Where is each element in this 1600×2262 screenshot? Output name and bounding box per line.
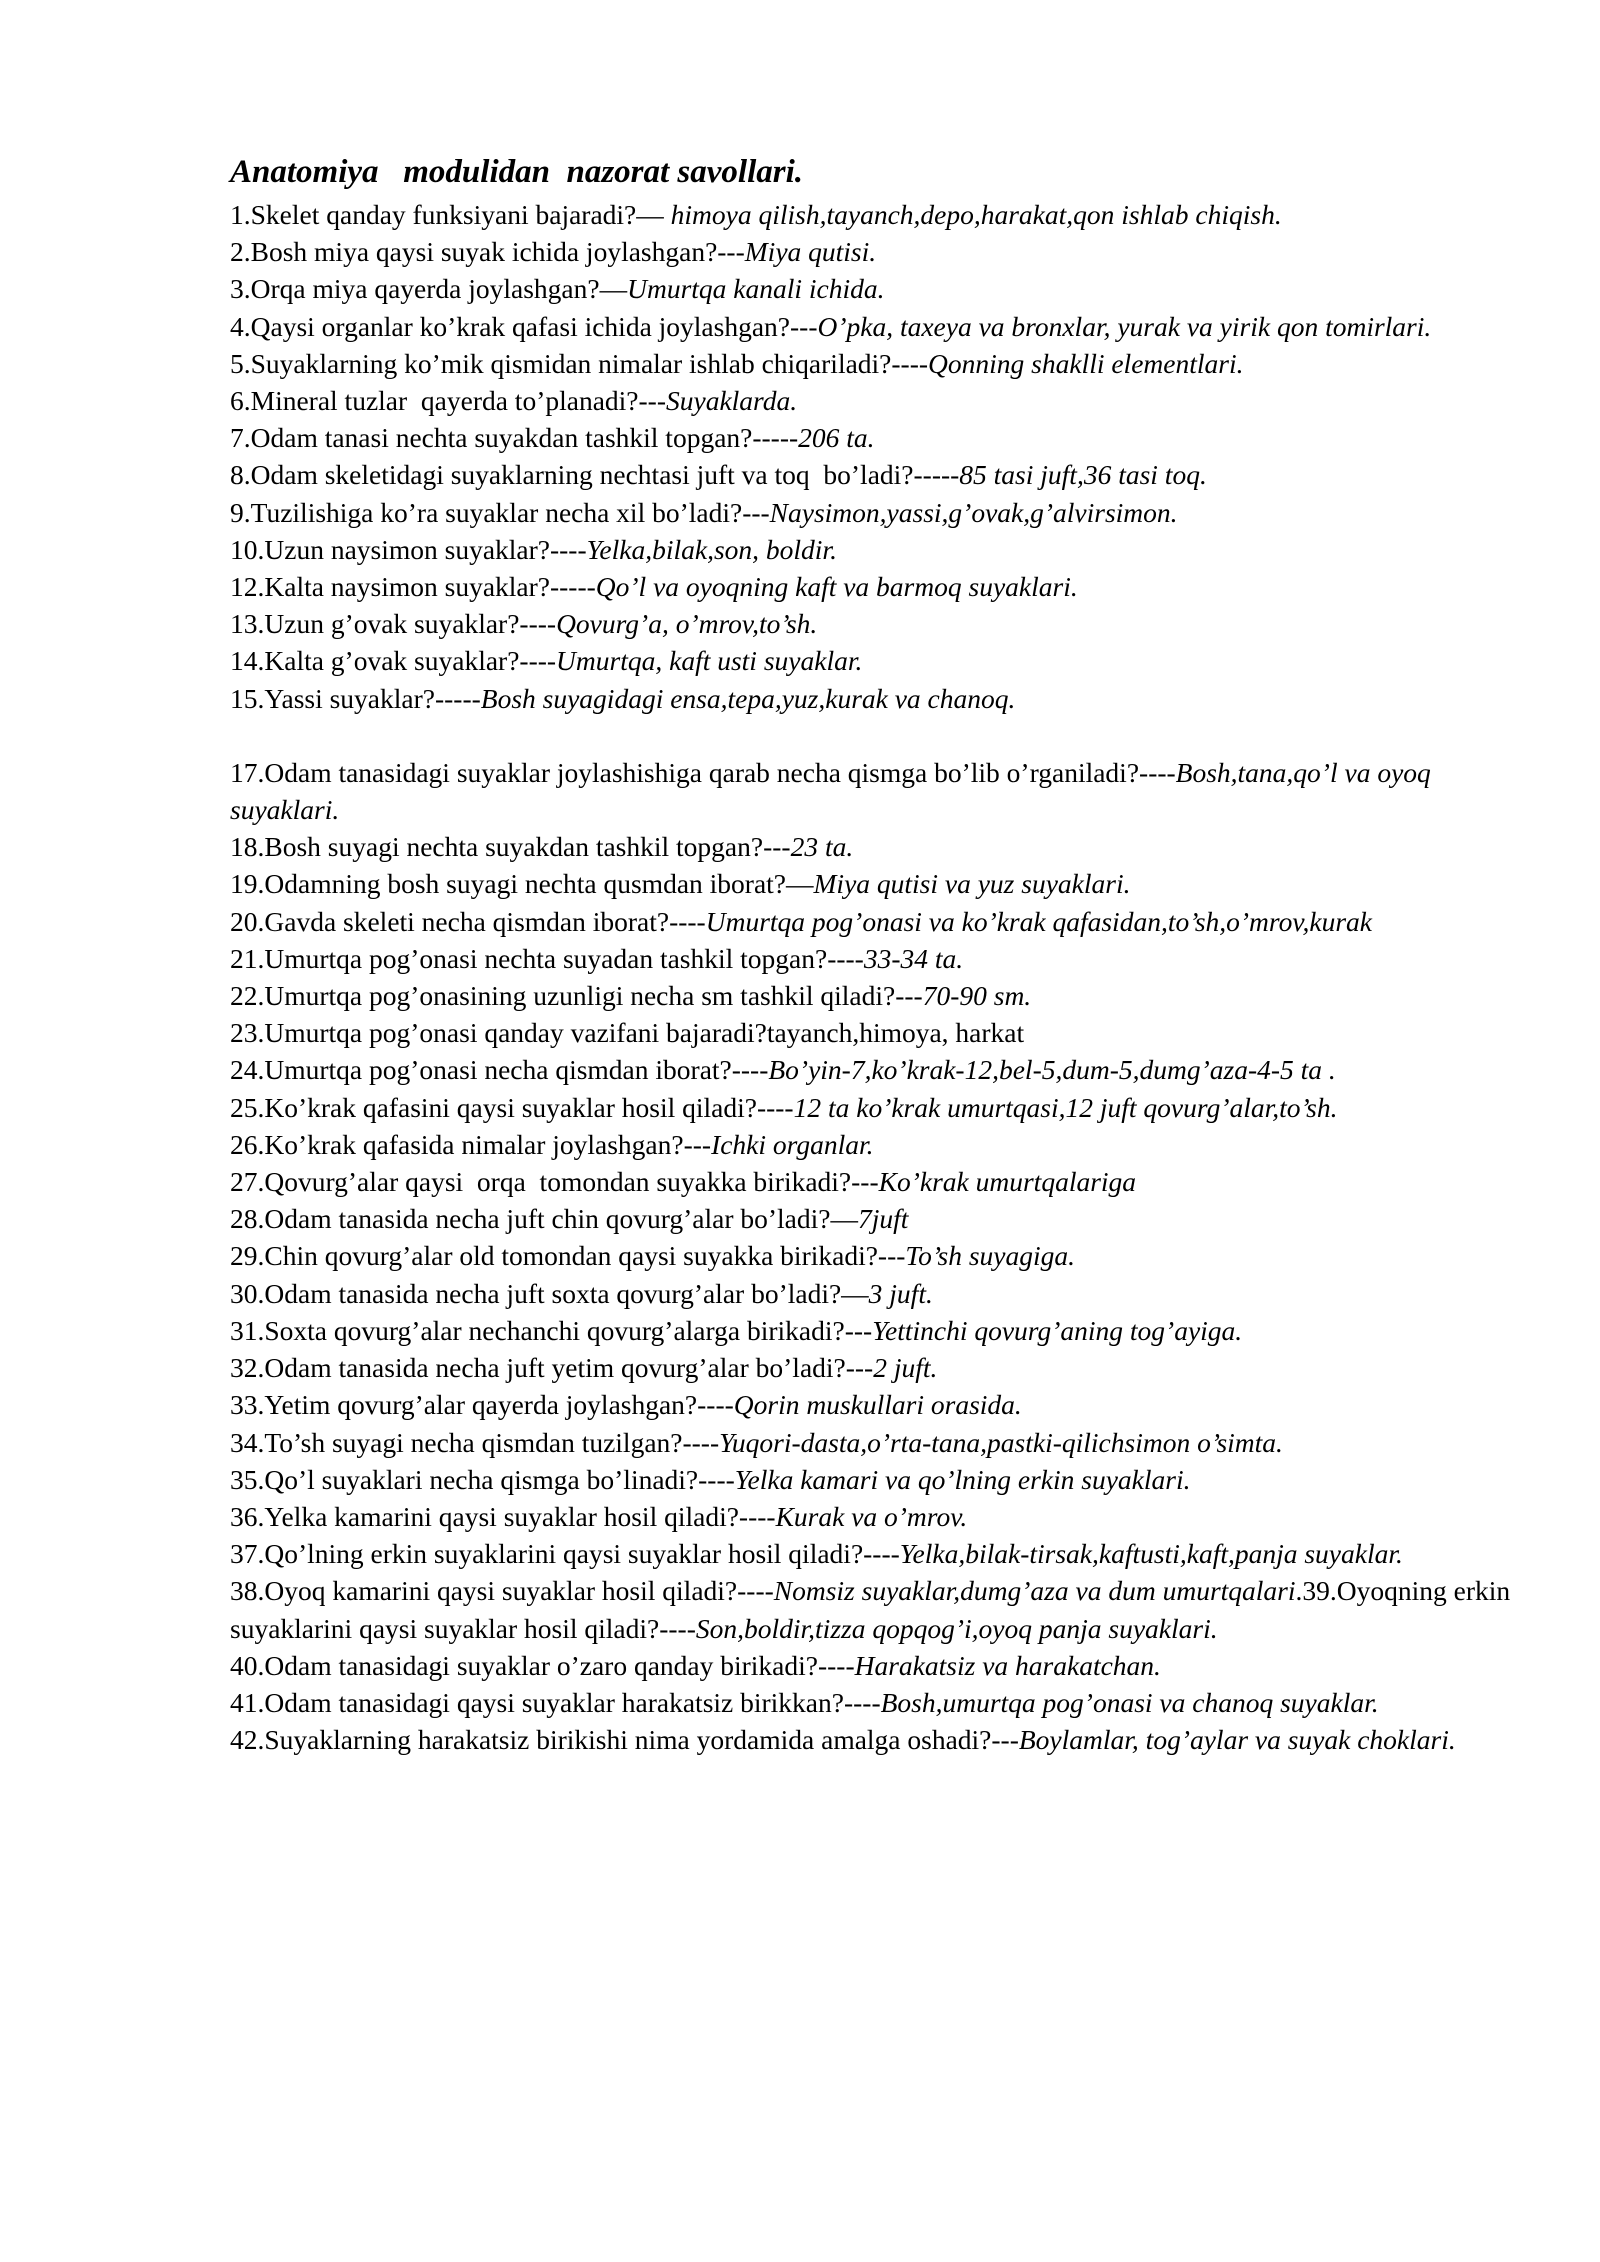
answer-text: Umurtqa kanali ichida.	[627, 273, 885, 305]
question-text: 5.Suyaklarning ko’mik qismidan nimalar ishlab chiqariladi?----	[230, 347, 929, 379]
answer-text: Qovurg’a, o’mrov,to’sh.	[556, 608, 818, 640]
question-text: 20.Gavda skeleti necha qismdan iborat?----	[230, 905, 706, 937]
question-text: 29.Chin qovurg’alar old tomondan qaysi suyakka birikadi?---	[230, 1240, 906, 1272]
answer-text: Qonning shaklli elementlari.	[928, 347, 1244, 379]
blank-line	[230, 717, 1530, 754]
answer-text: Yelka,bilak,son, boldir.	[586, 533, 837, 565]
question-item	[230, 828, 1530, 865]
question-text: 9.Tuzilishiga ko’ra suyaklar necha xil bo’ladi?---	[230, 496, 770, 528]
answer-text: Yettinchi qovurg’aning tog’ayiga.	[872, 1314, 1243, 1346]
question-text: 23.Umurtqa pog’onasi qanday vazifani bajaradi?tayanch,himoya, harkat	[230, 1017, 1025, 1049]
answer-text: himoya qilish,tayanch,depo,harakat,qon ishlab chiqish.	[670, 199, 1282, 230]
answer-text: Miya qutisi.	[744, 236, 877, 268]
answer-text: Boylamlar, tog’aylar va suyak choklari.	[1018, 1724, 1456, 1756]
question-item	[230, 196, 1530, 233]
question-item	[230, 308, 1530, 345]
answer-text: Umurtqa, kaft usti suyaklar.	[556, 645, 863, 677]
question-text: 34.To’sh suyagi necha qismdan tuzilgan?----	[230, 1426, 720, 1458]
question-item	[230, 1312, 1530, 1349]
answer-text: 23 ta.	[790, 831, 854, 863]
answer-text: 12 ta ko’krak umurtqasi,12 juft qovurg’alar,to’sh.	[793, 1091, 1338, 1123]
answer-text: O’pka, taxeya va bronxlar, yurak va yirik qon tomirlari.	[817, 310, 1432, 342]
question-text: 27.Qovurg’alar qaysi orqa tomondan suyakka birikadi?---	[230, 1166, 879, 1198]
answer-text: Yuqori-dasta,o’rta-tana,pastki-qilichsimon o’simta.	[719, 1426, 1283, 1458]
question-text: 32.Odam tanasida necha juft yetim qovurg’alar bo’ladi?---	[230, 1352, 874, 1384]
answer-text: 2 juft.	[873, 1352, 938, 1384]
answer-text: Nomsiz suyaklar,dumg’aza va dum umurtqalari	[773, 1575, 1296, 1607]
answer-text: Bosh,umurtqa pog’onasi va chanoq suyaklar.	[880, 1686, 1379, 1718]
question-item	[230, 977, 1530, 1014]
question-text: 26.Ko’krak qafasida nimalar joylashgan?---	[230, 1128, 712, 1160]
question-text: 36.Yelka kamarini qaysi suyaklar hosil qiladi?----	[230, 1500, 776, 1532]
question-item	[230, 1014, 1530, 1051]
question-text: 17.Odam tanasidagi suyaklar joylashishiga qarab necha qismga bo’lib o’rganiladi?----	[230, 756, 1176, 788]
answer-text: Umurtqa pog’onasi va ko’krak qafasidan,to’sh,o’mrov,kurak	[705, 905, 1373, 937]
answer-text: Yelka kamari va qo’lning erkin suyaklari.	[734, 1463, 1191, 1495]
question-text: 7.Odam tanasi nechta suyakdan tashkil topgan?-----	[230, 422, 799, 454]
answer-text: Kurak va o’mrov.	[775, 1500, 968, 1532]
question-text: 38.Oyoq kamarini qaysi suyaklar hosil qiladi?----	[230, 1575, 774, 1607]
answer-text: Bosh,tana,qo’l va oyoq suyaklari.	[230, 756, 1438, 826]
answer-text: Qorin muskullari orasida.	[733, 1389, 1022, 1421]
question-text: 37.Qo’lning erkin suyaklarini qaysi suyaklar hosil qiladi?----	[230, 1538, 900, 1570]
question-item	[230, 642, 1530, 679]
question-text: 12.Kalta naysimon suyaklar?-----	[230, 571, 596, 603]
question-text: 21.Umurtqa pog’onasi nechta suyadan tashkil topgan?----	[230, 942, 864, 974]
answer-text: 206 ta.	[798, 422, 875, 454]
answer-text: Ichki organlar.	[711, 1128, 874, 1160]
question-text: 28.Odam tanasida necha juft chin qovurg’alar bo’ladi?—	[230, 1203, 858, 1235]
question-text: 19.Odamning bosh suyagi nechta qusmdan iborat?—	[230, 868, 814, 900]
question-item	[230, 605, 1530, 642]
question-text: 31.Soxta qovurg’alar nechanchi qovurg’alarga birikadi?---	[230, 1314, 873, 1346]
question-text: 41.Odam tanasidagi qaysi suyaklar harakatsiz birikkan?----	[230, 1686, 881, 1718]
question-item	[230, 865, 1530, 902]
question-text: 3.Orqa miya qayerda joylashgan?—	[230, 273, 628, 305]
question-text: 13.Uzun g’ovak suyaklar?----	[230, 608, 557, 640]
question-item	[230, 345, 1530, 382]
question-item	[230, 1647, 1530, 1684]
answer-text: 85 tasi juft,36 tasi toq.	[959, 459, 1207, 491]
question-item	[230, 1424, 1530, 1461]
question-item	[230, 1349, 1530, 1386]
answer-text: Bosh suyagidagi ensa,tepa,yuz,kurak va chanoq.	[480, 682, 1016, 714]
question-text: 6.Mineral tuzlar qayerda to’planadi?---	[230, 385, 666, 417]
question-item	[230, 270, 1530, 307]
question-item	[230, 1051, 1530, 1088]
question-item	[230, 1126, 1530, 1163]
question-item	[230, 382, 1530, 419]
question-item	[230, 1721, 1530, 1758]
question-text: 1.Skelet qanday funksiyani bajaradi?—	[230, 199, 671, 230]
answer-text: Naysimon,yassi,g’ovak,g’alvirsimon.	[769, 496, 1178, 528]
question-text: 18.Bosh suyagi nechta suyakdan tashkil topgan?---	[230, 831, 791, 863]
question-text: 42.Suyaklarning harakatsiz birikishi nima yordamida amalga oshadi?---	[230, 1724, 1019, 1756]
question-text: 25.Ko’krak qafasini qaysi suyaklar hosil qiladi?----	[230, 1091, 794, 1123]
question-item	[230, 233, 1530, 270]
question-item	[230, 680, 1530, 717]
question-item	[230, 1163, 1530, 1200]
answer-text: To’sh suyagiga.	[905, 1240, 1076, 1272]
question-item	[230, 1089, 1530, 1126]
question-item	[230, 940, 1530, 977]
question-item	[230, 1275, 1530, 1312]
question-item	[230, 1200, 1530, 1237]
question-text: 30.Odam tanasida necha juft soxta qovurg’alar bo’ladi?—	[230, 1277, 869, 1309]
question-text: 24.Umurtqa pog’onasi necha qismdan iborat?----	[230, 1054, 769, 1086]
question-item	[230, 456, 1530, 493]
answer-text: Yelka,bilak-tirsak,kaftusti,kaft,panja suyaklar.	[899, 1538, 1403, 1570]
question-item	[230, 1237, 1530, 1274]
answer-text: Qo’l va oyoqning kaft va barmoq suyaklari.	[595, 571, 1078, 603]
answer-text: Ko’krak umurtqalariga	[878, 1166, 1137, 1198]
question-item	[230, 531, 1530, 568]
document-title: Anatomiya modulidan nazorat savollari.	[230, 154, 804, 190]
question-text: .39.Oyoqning erkin suyaklarini qaysi suyaklar hosil qiladi?----	[230, 1575, 1518, 1644]
question-item	[230, 903, 1530, 940]
question-text: 22.Umurtqa pog’onasining uzunligi necha sm tashkil qiladi?---	[230, 980, 923, 1012]
question-item	[230, 419, 1530, 456]
answer-text: Bo’yin-7,ko’krak-12,bel-5,dum-5,dumg’aza-4-5 ta .	[768, 1054, 1336, 1086]
answer-text: 3 juft.	[868, 1277, 933, 1309]
document-page	[230, 150, 1530, 1758]
question-text: 35.Qo’l suyaklari necha qismga bo’linadi?----	[230, 1463, 735, 1495]
question-item	[230, 1498, 1530, 1535]
answer-text: Miya qutisi va yuz suyaklari.	[813, 868, 1131, 900]
question-text: 10.Uzun naysimon suyaklar?----	[230, 533, 587, 565]
answer-text: 7juft	[857, 1203, 909, 1235]
question-item	[230, 1461, 1530, 1498]
question-item	[230, 1386, 1530, 1423]
answer-text: Son,boldir,tizza qopqog’i,oyoq panja suyaklari.	[695, 1612, 1218, 1644]
question-item	[230, 494, 1530, 531]
question-text: 14.Kalta g’ovak suyaklar?----	[230, 645, 557, 677]
question-item	[230, 568, 1530, 605]
answer-text: Suyaklarda.	[665, 385, 798, 417]
question-item	[230, 754, 1530, 828]
answer-text: 33-34 ta.	[863, 942, 964, 974]
question-item	[230, 1535, 1530, 1572]
question-text: 4.Qaysi organlar ko’krak qafasi ichida joylashgan?---	[230, 310, 818, 342]
question-text: 8.Odam skeletidagi suyaklarning nechtasi juft va toq bo’ladi?-----	[230, 459, 960, 491]
answer-text: Harakatsiz va harakatchan.	[854, 1649, 1161, 1681]
question-answer-list	[230, 196, 1530, 1758]
question-text: 2.Bosh miya qaysi suyak ichida joylashgan?---	[230, 236, 745, 268]
answer-text: 70-90 sm.	[922, 980, 1032, 1012]
question-text: 40.Odam tanasidagi suyaklar o’zaro qanday birikadi?----	[230, 1649, 855, 1681]
question-item	[230, 1572, 1530, 1646]
question-item	[230, 1684, 1530, 1721]
question-text: 33.Yetim qovurg’alar qayerda joylashgan?----	[230, 1389, 734, 1421]
question-text: 15.Yassi suyaklar?-----	[230, 682, 481, 714]
